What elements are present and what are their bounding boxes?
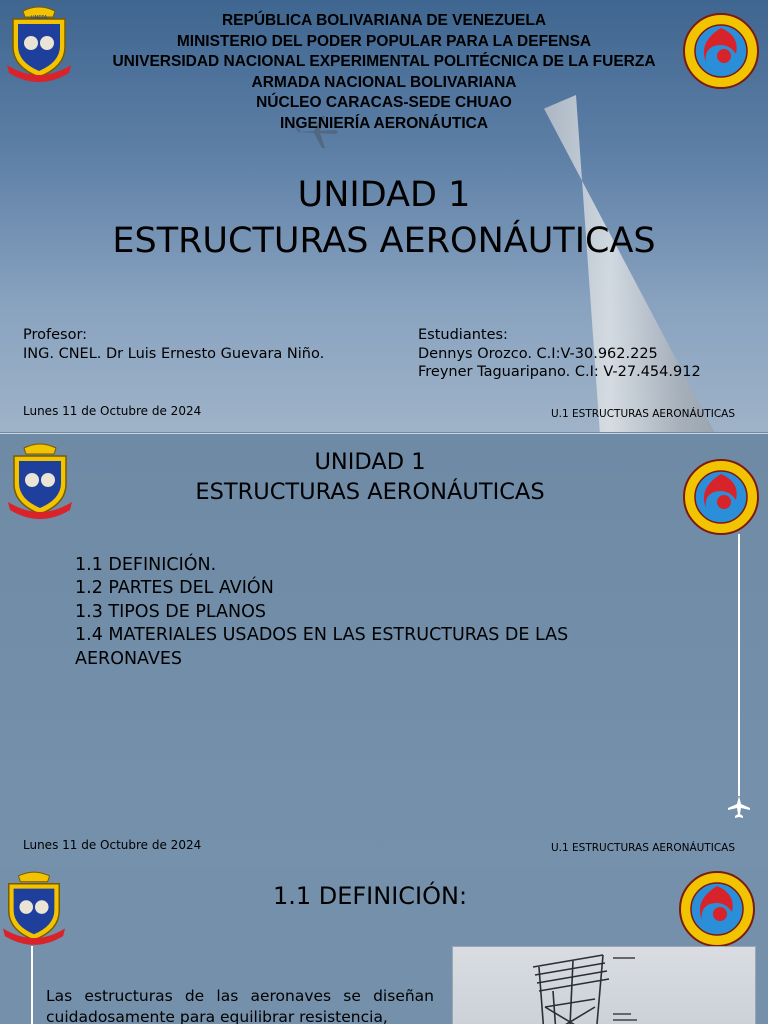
- flight-path-line: [31, 946, 33, 1024]
- slide-title: 1.1 DEFINICIÓN:: [272, 882, 468, 910]
- toc-item: 1.1 DEFINICIÓN.: [75, 555, 217, 575]
- header-line: MINISTERIO DEL PODER POPULAR PARA LA DEFENSA: [176, 32, 592, 50]
- header-line: INGENIERÍA AERONÁUTICA: [279, 114, 489, 132]
- estudiantes-block: [418, 326, 701, 382]
- institution-header: [80, 11, 688, 135]
- slide-footer: U.1 ESTRUCTURAS AERONÁUTICAS: [550, 408, 735, 420]
- estudiante-name: Freyner Taguaripano. C.I: V-27.454.912: [418, 364, 701, 380]
- slide-title-line2: ESTRUCTURAS AERONÁUTICAS: [195, 479, 545, 505]
- nucleo-caracas-seal-icon: [682, 12, 760, 90]
- header-line: UNIVERSIDAD NACIONAL EXPERIMENTAL POLITÉCNICA DE LA FUERZA: [112, 53, 656, 71]
- left-banner-text: UNEFA: [30, 15, 48, 21]
- definition-slide: [0, 866, 768, 1024]
- estudiantes-label: Estudiantes:: [418, 327, 508, 343]
- header-line: REPÚBLICA BOLIVARIANA DE VENEZUELA: [221, 12, 547, 29]
- toc-item: 1.2 PARTES DEL AVIÓN: [75, 578, 274, 599]
- university-shield-logo-icon: [5, 5, 73, 83]
- slide-date: Lunes 11 de Octubre de 2024: [23, 838, 202, 852]
- slide-date: Lunes 11 de Octubre de 2024: [23, 404, 202, 418]
- airplane-icon: [726, 794, 752, 820]
- flight-path-line: [738, 534, 740, 796]
- table-of-contents: [75, 554, 635, 671]
- estudiante-name: Dennys Orozco. C.I:V-30.962.225: [418, 345, 658, 362]
- slide-footer: U.1 ESTRUCTURAS AERONÁUTICAS: [550, 842, 735, 854]
- title-slide: [0, 0, 768, 432]
- definition-text: Las estructuras de las aeronaves se diseñan cuidadosamente para equilibrar resistencia,: [46, 987, 434, 1024]
- header-line: NÚCLEO CARACAS-SEDE CHUAO: [256, 94, 512, 112]
- contents-slide: [0, 433, 768, 866]
- radar-structure-photo: [452, 946, 756, 1024]
- slide-title-line1: UNIDAD 1: [297, 175, 471, 215]
- radar-tower-illustration-icon: [453, 947, 755, 1024]
- toc-item: 1.4 MATERIALES USADOS EN LAS ESTRUCTURAS DE LAS AERONAVES: [75, 625, 569, 669]
- slide-title-line2: ESTRUCTURAS AERONÁUTICAS: [112, 221, 656, 261]
- profesor-block: [23, 326, 324, 363]
- profesor-label: Profesor:: [23, 327, 88, 343]
- slide-title-line1: UNIDAD 1: [314, 449, 426, 475]
- header-line: ARMADA NACIONAL BOLIVARIANA: [251, 73, 517, 91]
- profesor-name: ING. CNEL. Dr Luis Ernesto Guevara Niño.: [23, 345, 325, 362]
- toc-item: 1.3 TIPOS DE PLANOS: [75, 601, 266, 622]
